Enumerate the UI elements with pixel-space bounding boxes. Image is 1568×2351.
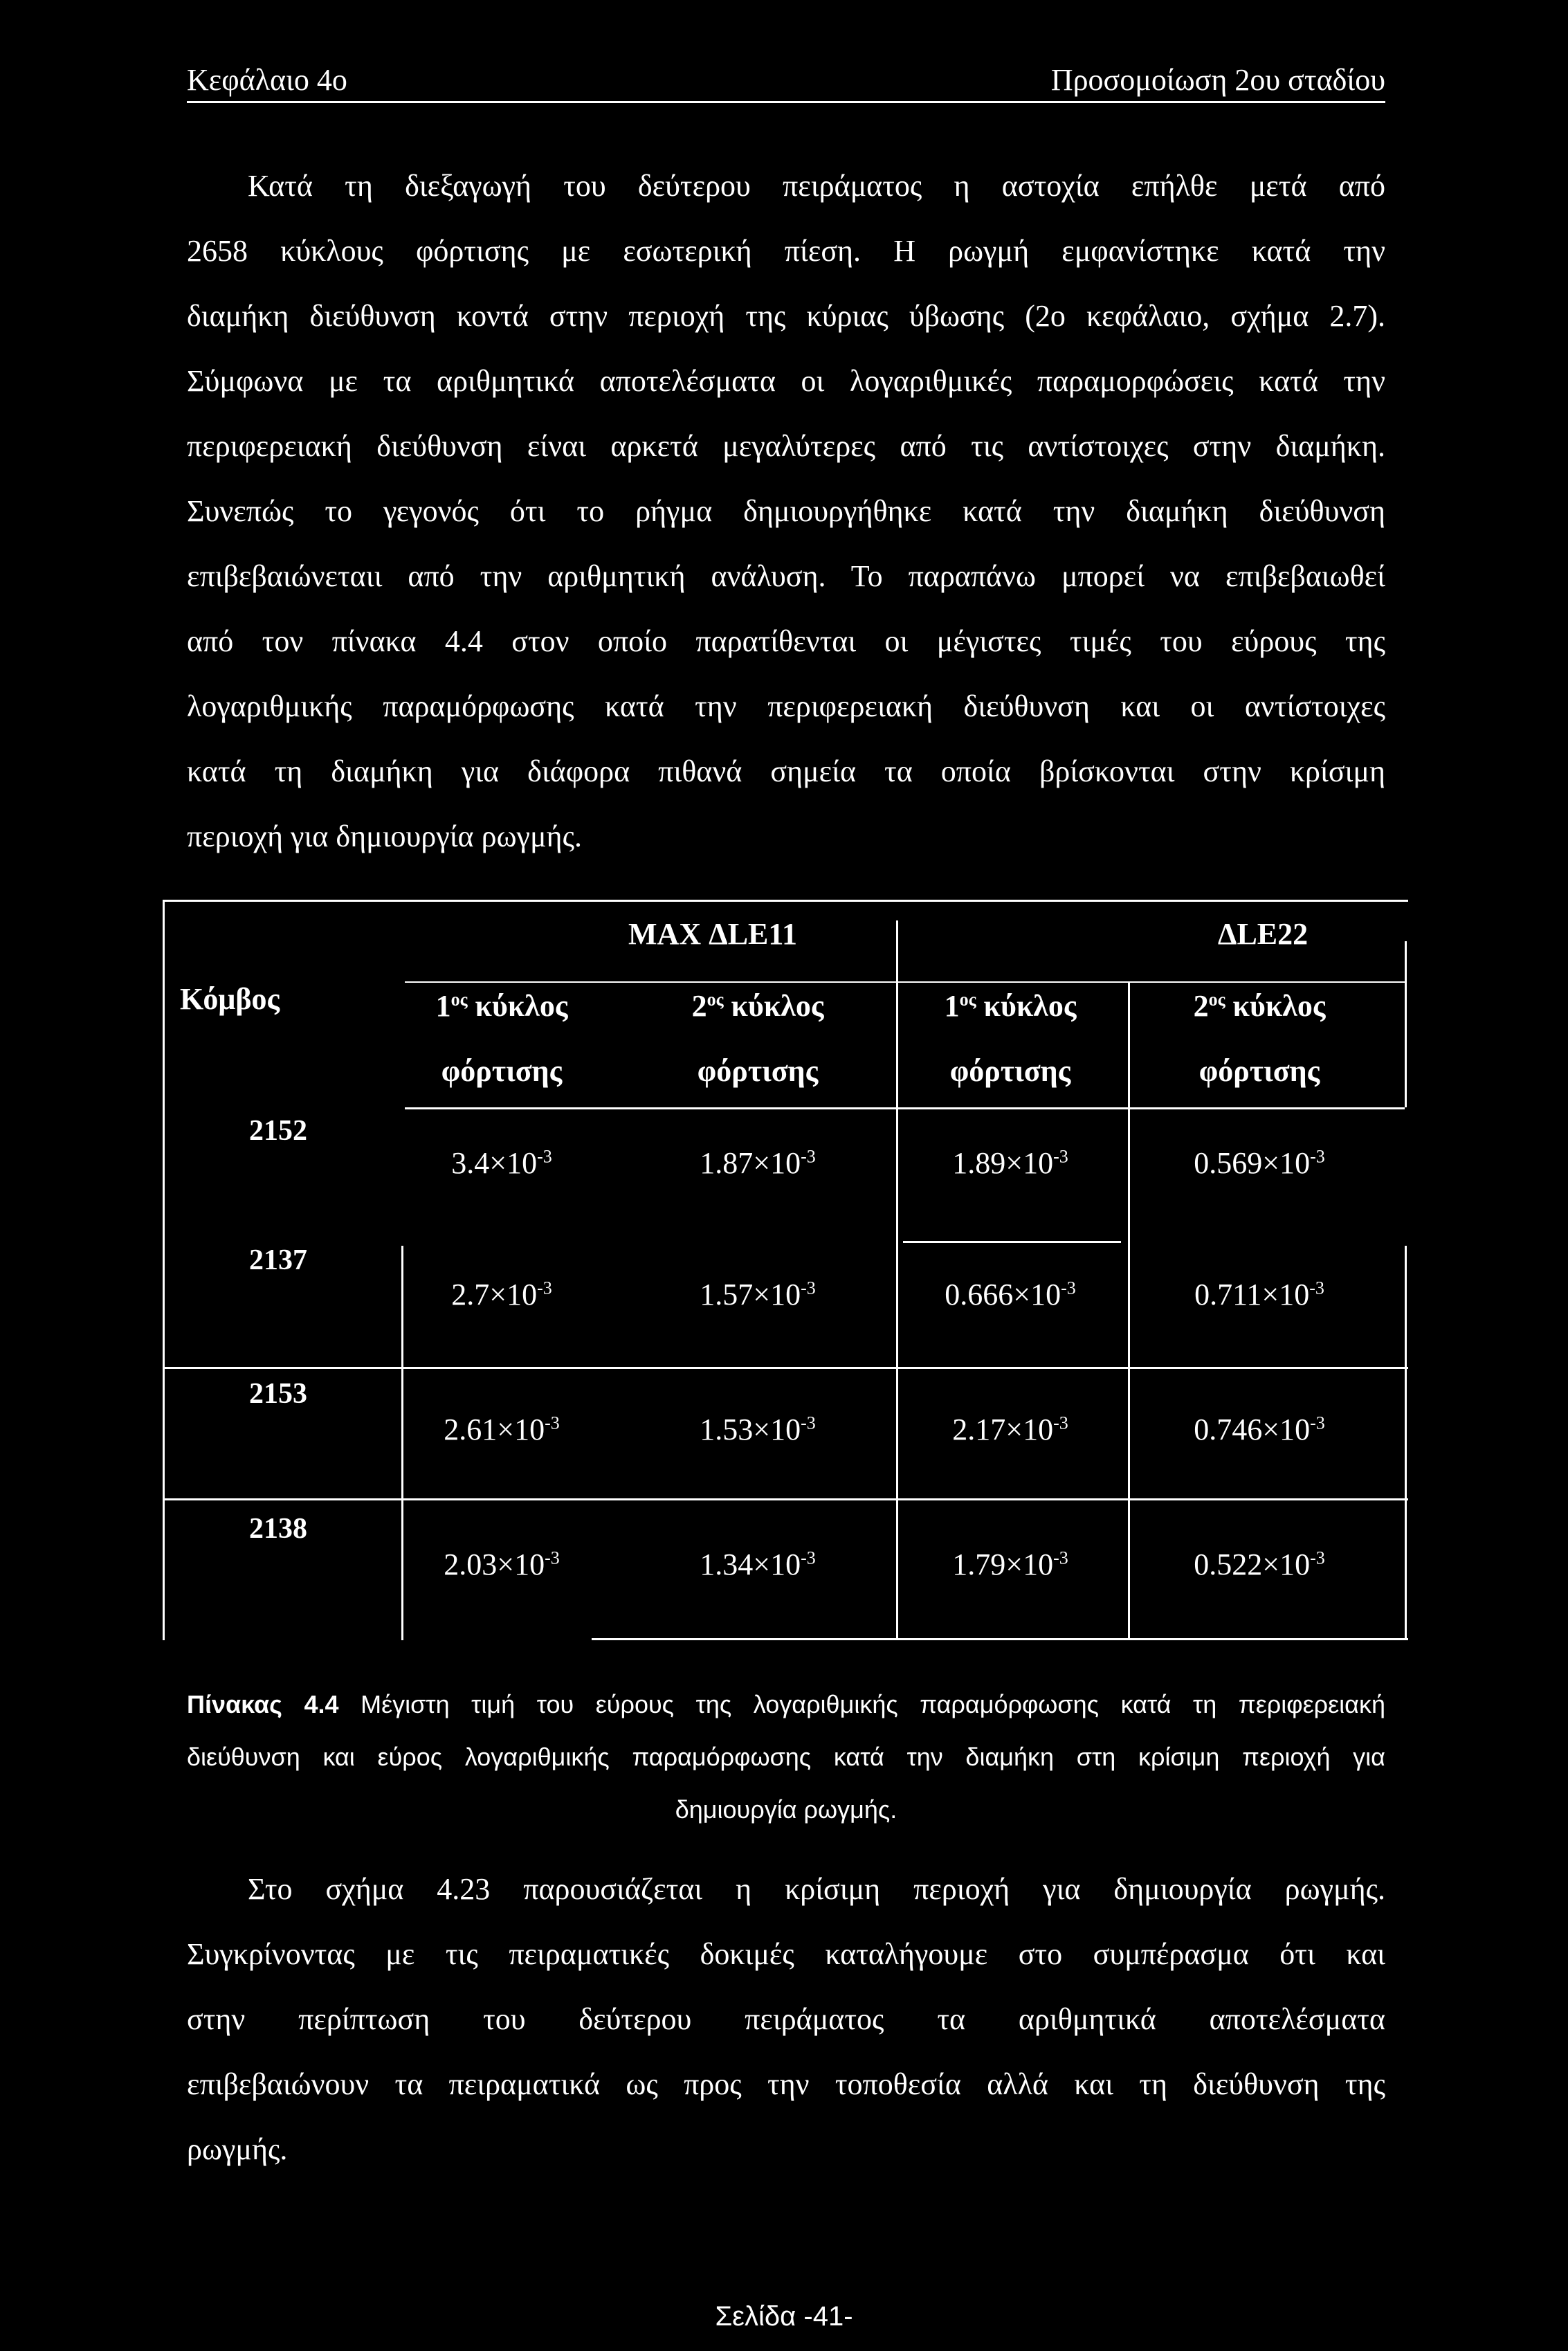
table-cell: $0.666\times 10^{-3}$ (945, 1278, 1076, 1311)
table-rule (163, 900, 165, 1640)
body-paragraph-1 (187, 154, 1385, 869)
col-header-1: $1^{o\varsigma}$ κύκλος (435, 989, 568, 1023)
table-rule (163, 900, 1408, 902)
col-header-2: $2^{o\varsigma}$ κύκλος (691, 989, 824, 1023)
node-2138: 2138 (249, 1513, 307, 1545)
node-2153: 2153 (249, 1378, 307, 1410)
chapter-label: Κεφάλαιο 4ο (187, 63, 347, 97)
text-line: 2658 κύκλους φόρτισης με εσωτερική πίεση. Η ρωγμή εμφανίστηκε κατά την (187, 234, 1385, 268)
col-header-1-line2: φόρτισης (441, 1054, 563, 1088)
table-cell: $0.569\times 10^{-3}$ (1194, 1146, 1325, 1180)
caption-line: διεύθυνση και εύρος λογαριθμικής παραμόρφωσης κατά την διαμήκη στη κρίσιμη περιοχή για (187, 1743, 1385, 1771)
text-line: Στο σχήμα 4.23 παρουσιάζεται η κρίσιμη περιοχή για δημιουργία ρωγμής. (248, 1872, 1385, 1906)
text-line: ρωγμής. (187, 2132, 288, 2166)
text-line: περιφερειακή διεύθυνση είναι αρκετά μεγαλύτερες από τις αντίστοιχες στην διαμήκη. (187, 429, 1385, 463)
node-2152: 2152 (249, 1115, 307, 1147)
table-cell: $2.61\times 10^{-3}$ (444, 1413, 560, 1446)
table-cell: $1.87\times 10^{-3}$ (700, 1146, 816, 1180)
table-rule (163, 1498, 1408, 1500)
text-line: στην περίπτωση του δεύτερου πειράματος τα αριθμητικά αποτελέσματα (187, 2002, 1385, 2036)
text-line: επιβεβαιώνεταιι από την αριθμητική ανάλυση. Το παραπάνω μπορεί να επιβεβαιωθεί (187, 559, 1385, 593)
text-line: Σύμφωνα με τα αριθμητικά αποτελέσματα οι λογαριθμικές παραμορφώσεις κατά την (187, 364, 1385, 398)
caption-line: Πίνακας 4.4 Μέγιστη τιμή του εύρους της λογαριθμικής παραμόρφωσης κατά τη περιφερειακή (187, 1690, 1385, 1718)
text-line: από τον πίνακα 4.4 στον οποίο παρατίθενται οι μέγιστες τιμές του εύρους της (187, 624, 1385, 658)
table-cell: $1.89\times 10^{-3}$ (952, 1146, 1068, 1180)
table-rule (903, 1241, 1121, 1243)
results-table (163, 900, 1408, 1640)
caption-label: Πίνακας 4.4 (187, 1690, 339, 1718)
text-line: Συνεπώς το γεγονός ότι το ρήγμα δημιουργήθηκε κατά την διαμήκη διεύθυνση (187, 494, 1385, 528)
table-cell: $2.17\times 10^{-3}$ (952, 1413, 1068, 1446)
table-caption (187, 1678, 1385, 1836)
table-rule (405, 981, 1405, 983)
table-cell: $1.57\times 10^{-3}$ (700, 1278, 816, 1311)
table-cell: $1.34\times 10^{-3}$ (700, 1547, 816, 1581)
col-header-3-line2: φόρτισης (949, 1054, 1071, 1088)
group-header-dle22: ΔLE22 (1217, 917, 1309, 951)
table-cell: $0.711\times 10^{-3}$ (1194, 1278, 1324, 1311)
table-cell: $1.53\times 10^{-3}$ (700, 1413, 816, 1446)
text-line: Κατά τη διεξαγωγή του δεύτερου πειράματος η αστοχία επήλθε μετά από (248, 169, 1385, 203)
group-header-max-dle11: MAX ΔLE11 (628, 917, 797, 951)
col-header-4-line2: φόρτισης (1198, 1054, 1320, 1088)
table-cell: $0.746\times 10^{-3}$ (1194, 1413, 1325, 1446)
table-rule (1128, 983, 1130, 1640)
section-label: Προσομοίωση 2ου σταδίου (1050, 63, 1385, 97)
table-rule (592, 1638, 1408, 1640)
caption-line: δημιουργία ρωγμής. (675, 1795, 897, 1824)
text-line: κατά τη διαμήκη για διάφορα πιθανά σημεία τα οποία βρίσκονται στην κρίσιμη (187, 754, 1385, 788)
table-cell: $2.7\times 10^{-3}$ (451, 1278, 552, 1311)
page-number: Σελίδα -41- (715, 2301, 853, 2332)
node-2137: 2137 (249, 1244, 307, 1276)
col-header-3: $1^{o\varsigma}$ κύκλος (944, 989, 1077, 1023)
table-cell: $1.79\times 10^{-3}$ (952, 1547, 1068, 1581)
table-rule (1405, 1246, 1407, 1640)
text-line: περιοχή για δημιουργία ρωγμής. (187, 819, 582, 853)
table-cell: $0.522\times 10^{-3}$ (1194, 1547, 1325, 1581)
text-line: επιβεβαιώνουν τα πειραματικά ως προς την τοποθεσία αλλά και τη διεύθυνση της (187, 2067, 1385, 2101)
table-cell: $2.03\times 10^{-3}$ (444, 1547, 560, 1581)
header-rule (187, 101, 1385, 103)
table-rule (405, 1107, 1405, 1109)
table-rule (163, 1367, 1408, 1369)
node-header: Κόμβος (180, 982, 280, 1016)
body-paragraph-2 (187, 1857, 1385, 2182)
text-line: λογαριθμικής παραμόρφωσης κατά την περιφερειακή διεύθυνση και οι αντίστοιχες (187, 689, 1385, 723)
text-line: διαμήκη διεύθυνση κοντά στην περιοχή της κύριας ύβωσης (2ο κεφάλαιο, σχήμα 2.7). (187, 299, 1385, 333)
table-cell: $3.4\times 10^{-3}$ (451, 1146, 552, 1180)
col-header-4: $2^{o\varsigma}$ κύκλος (1193, 989, 1326, 1023)
text-line: Συγκρίνοντας με τις πειραματικές δοκιμές καταλήγουμε στο συμπέρασμα ότι και (187, 1937, 1385, 1971)
col-header-2-line2: φόρτισης (697, 1054, 819, 1088)
table-rule (1405, 941, 1407, 1107)
page-header (187, 62, 1385, 104)
